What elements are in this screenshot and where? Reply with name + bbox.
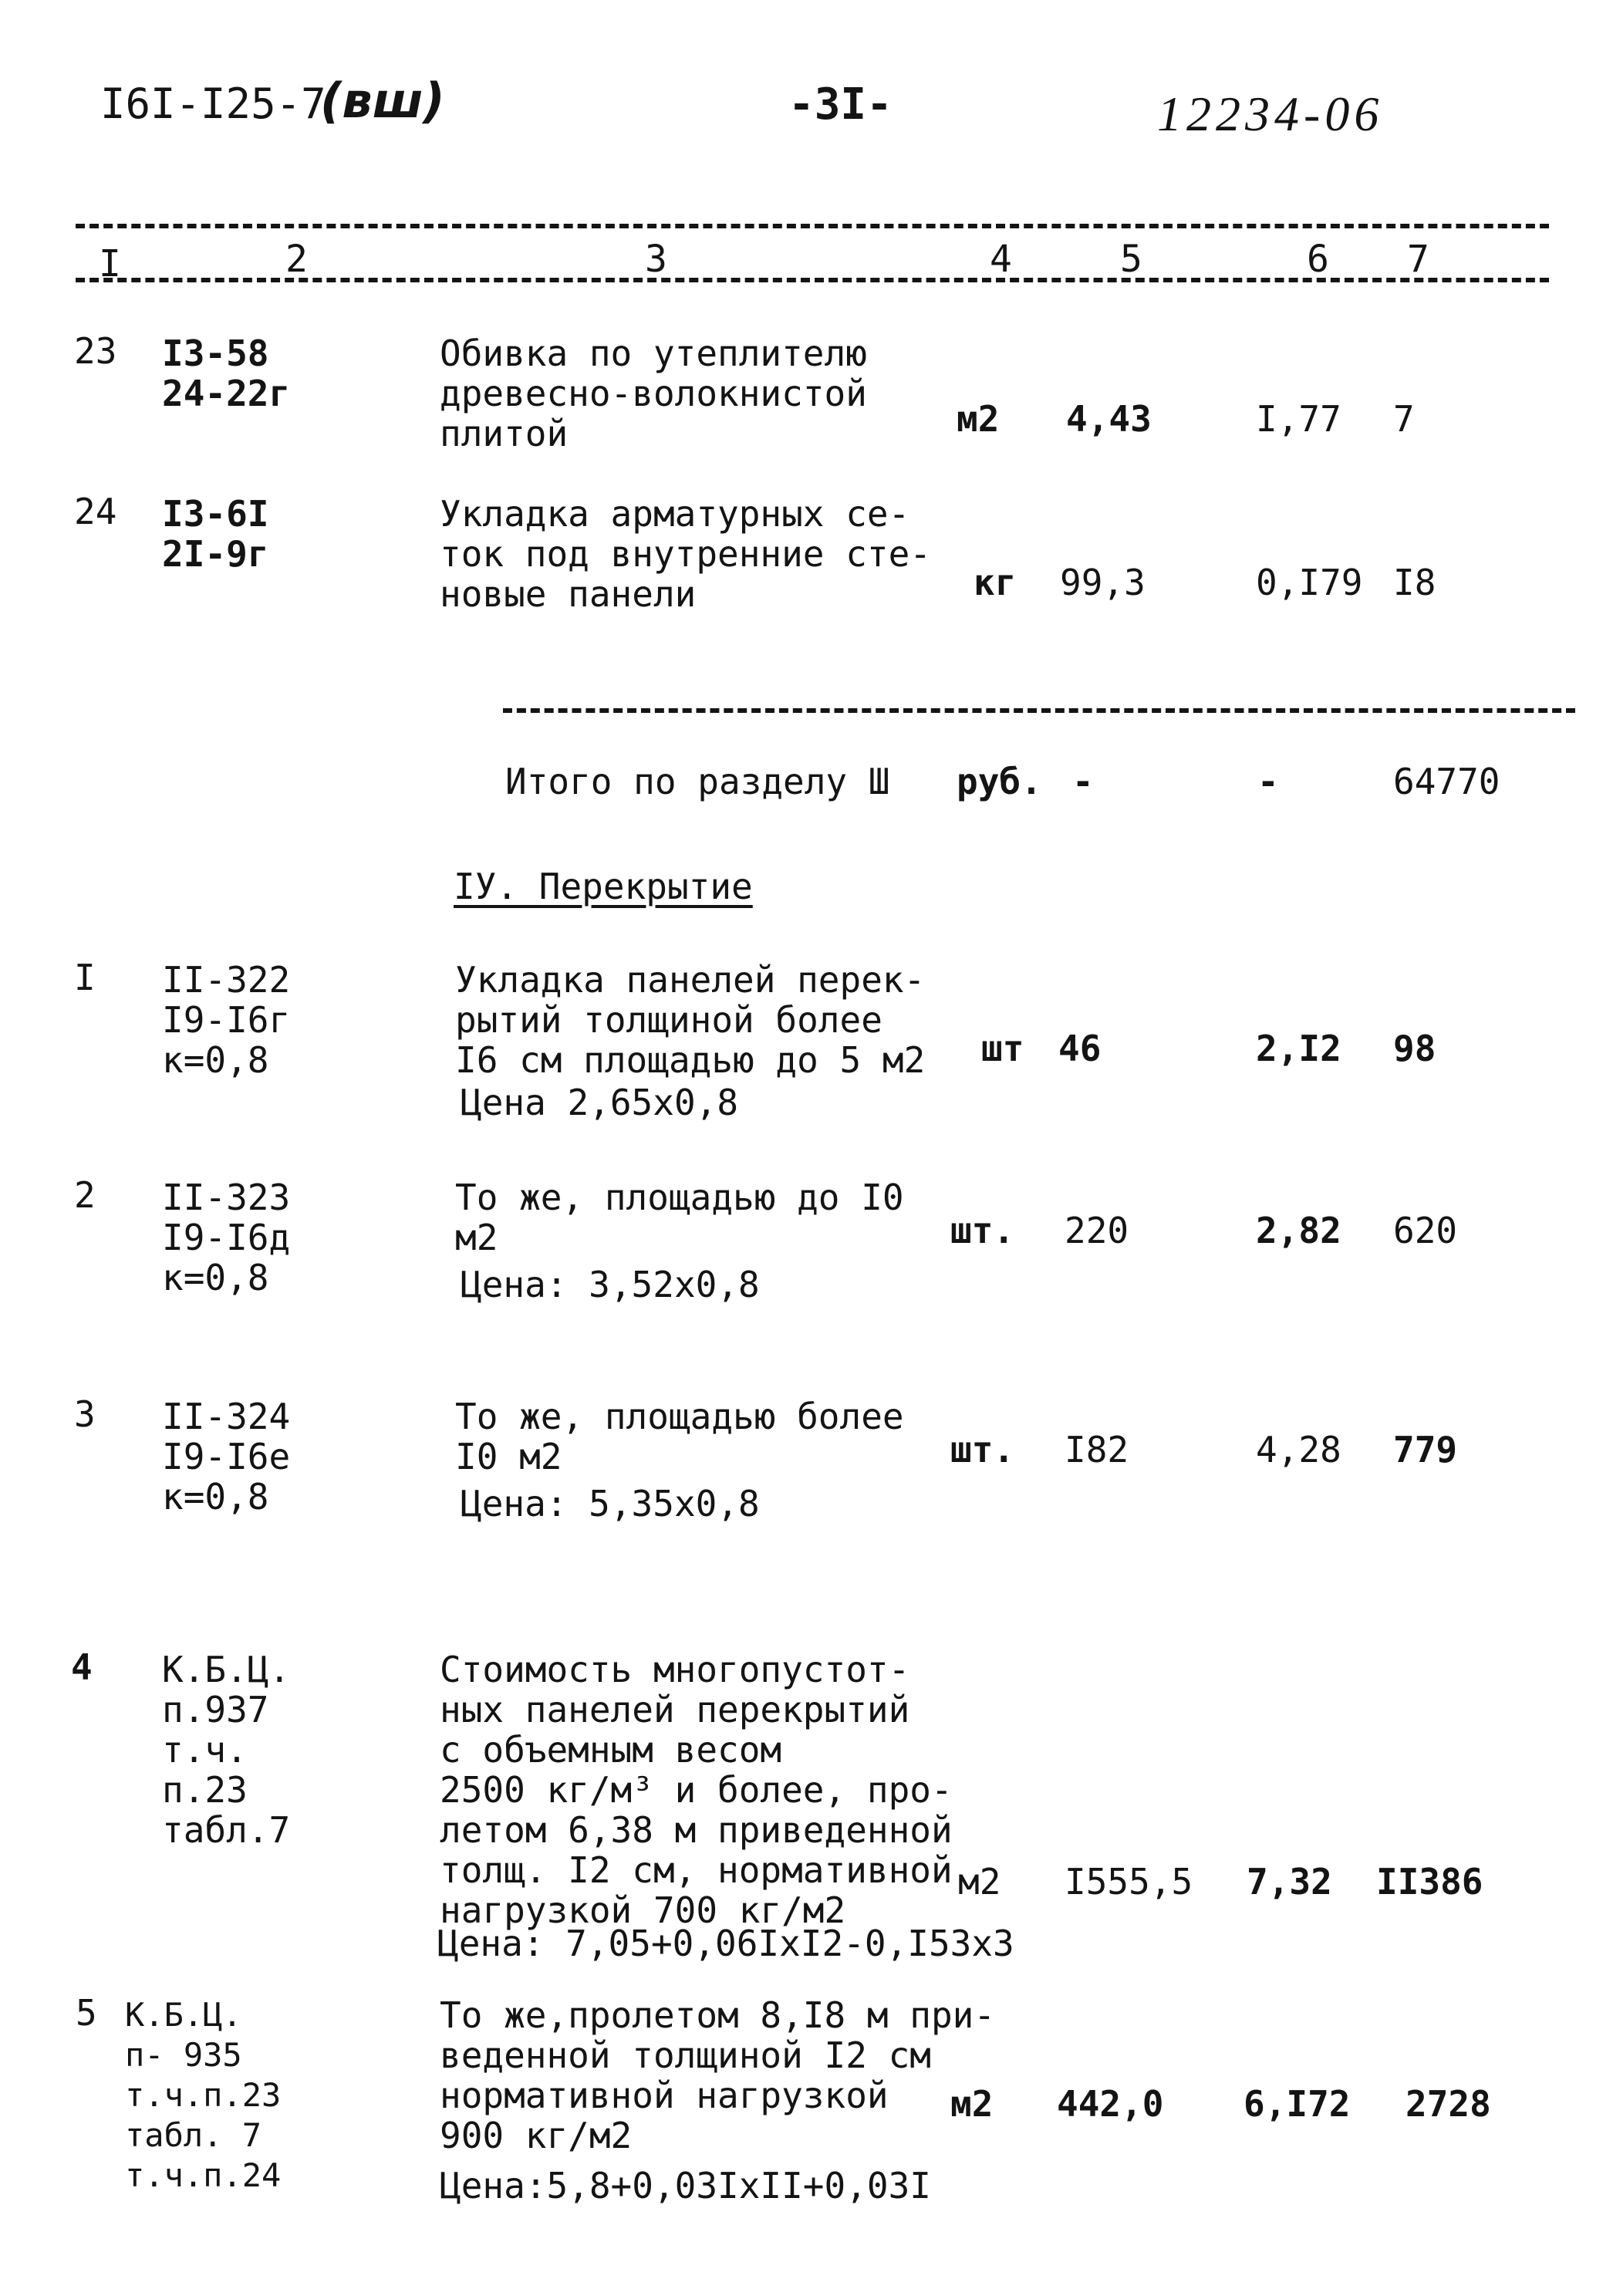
column-header-3: 3 bbox=[645, 238, 667, 281]
work-description: Стоимость многопустот- ных панелей перекрытий с объемным весом 2500 кг/м³ и более, про- летом 6,38 м приведенной толщ. I2 см, нормативной нагрузкой 700 кг/м2 bbox=[440, 1649, 953, 1931]
row-number: 3 bbox=[74, 1393, 96, 1435]
quantity: 99,3 bbox=[1060, 562, 1146, 603]
unit: м2 bbox=[950, 2083, 994, 2125]
subtotal-unit: руб. bbox=[957, 761, 1042, 802]
norm-code: I3-6I 2I-9г bbox=[162, 493, 269, 575]
unit: м2 bbox=[958, 1861, 1001, 1903]
unit: шт bbox=[981, 1028, 1024, 1069]
quantity: 220 bbox=[1065, 1210, 1129, 1251]
work-description: То же,пролетом 8,I8 м при- веденной толщиной I2 см нормативной нагрузкой 900 кг/м2 bbox=[440, 1994, 996, 2156]
column-header-1: I bbox=[99, 242, 121, 285]
subtotal-total: 64770 bbox=[1393, 761, 1500, 802]
total-cost: 2728 bbox=[1405, 2083, 1491, 2125]
document-mark: (вш) bbox=[320, 73, 445, 129]
total-cost: 7 bbox=[1393, 398, 1415, 440]
row-number: 24 bbox=[74, 491, 117, 532]
work-description: То же, площадью более I0 м2 bbox=[455, 1396, 904, 1477]
unit: кг bbox=[974, 562, 1017, 603]
price-note: Цена: 3,52х0,8 bbox=[461, 1264, 760, 1305]
norm-code: II-323 I9-I6д к=0,8 bbox=[162, 1177, 291, 1298]
unit-price: 6,I72 bbox=[1243, 2083, 1351, 2125]
total-cost: 779 bbox=[1393, 1429, 1458, 1470]
section-title: IУ. Перекрытие bbox=[454, 866, 753, 907]
quantity: I82 bbox=[1065, 1429, 1129, 1470]
archive-number: 12234-06 bbox=[1157, 86, 1384, 141]
work-description: То же, площадью до I0 м2 bbox=[455, 1177, 904, 1258]
unit-price: 0,I79 bbox=[1256, 562, 1363, 603]
row-number: 4 bbox=[71, 1646, 93, 1688]
quantity: 4,43 bbox=[1066, 398, 1152, 440]
subtotal-label: Итого по разделу Ш bbox=[505, 761, 890, 802]
price-note: Цена: 7,05+0,06IхI2-0,I53х3 bbox=[437, 1923, 1014, 1964]
unit: шт. bbox=[950, 1210, 1015, 1251]
column-header-7: 7 bbox=[1407, 238, 1429, 281]
unit-price: 4,28 bbox=[1256, 1429, 1341, 1470]
document-code: I6I-I25-7 bbox=[100, 79, 326, 128]
unit-price: 2,I2 bbox=[1256, 1028, 1341, 1069]
page-number: -3I- bbox=[788, 79, 893, 130]
row-number: 5 bbox=[76, 1992, 97, 2034]
total-cost: I8 bbox=[1393, 562, 1436, 603]
total-cost: 620 bbox=[1393, 1210, 1458, 1251]
price-note: Цена:5,8+0,03IхII+0,03I bbox=[440, 2165, 931, 2207]
row-number: 2 bbox=[74, 1174, 96, 1216]
unit: м2 bbox=[957, 398, 1000, 440]
work-description: Укладка панелей перек- рытий толщиной более I6 см площадью до 5 м2 bbox=[455, 959, 926, 1081]
column-header-6: 6 bbox=[1307, 238, 1329, 281]
work-description: Укладка арматурных се- ток под внутренние сте- новые панели bbox=[440, 493, 931, 615]
subtotal-quantity: - bbox=[1072, 761, 1094, 802]
unit-price: I,77 bbox=[1256, 398, 1341, 440]
row-number: 23 bbox=[74, 330, 117, 372]
unit: шт. bbox=[950, 1429, 1015, 1470]
norm-code: I3-58 24-22г bbox=[162, 333, 291, 414]
total-cost: II386 bbox=[1376, 1861, 1483, 1903]
quantity: 46 bbox=[1058, 1028, 1102, 1069]
header-bottom-rule bbox=[76, 278, 1549, 282]
norm-code: К.Б.Ц. п.937 т.ч. п.23 табл.7 bbox=[162, 1649, 291, 1851]
norm-code: II-322 I9-I6г к=0,8 bbox=[162, 959, 291, 1081]
unit-price: 2,82 bbox=[1256, 1210, 1341, 1251]
header-top-rule bbox=[76, 224, 1549, 228]
total-cost: 98 bbox=[1393, 1028, 1436, 1069]
column-header-4: 4 bbox=[990, 238, 1012, 281]
subtotal-price: - bbox=[1257, 761, 1279, 802]
work-description: Обивка по утеплителю древесно-волокнистой плитой bbox=[440, 333, 867, 454]
row-number: I bbox=[74, 957, 96, 998]
unit-price: 7,32 bbox=[1247, 1861, 1332, 1903]
price-note: Цена 2,65х0,8 bbox=[461, 1082, 739, 1123]
column-header-2: 2 bbox=[285, 238, 308, 281]
norm-code: II-324 I9-I6е к=0,8 bbox=[162, 1396, 291, 1518]
norm-code: К.Б.Ц. п- 935 т.ч.п.23 табл. 7 т.ч.п.24 bbox=[125, 1996, 282, 2194]
subtotal-rule bbox=[503, 708, 1575, 713]
quantity: 442,0 bbox=[1057, 2083, 1164, 2125]
column-header-5: 5 bbox=[1120, 238, 1142, 281]
quantity: I555,5 bbox=[1065, 1861, 1193, 1903]
price-note: Цена: 5,35х0,8 bbox=[461, 1483, 760, 1524]
